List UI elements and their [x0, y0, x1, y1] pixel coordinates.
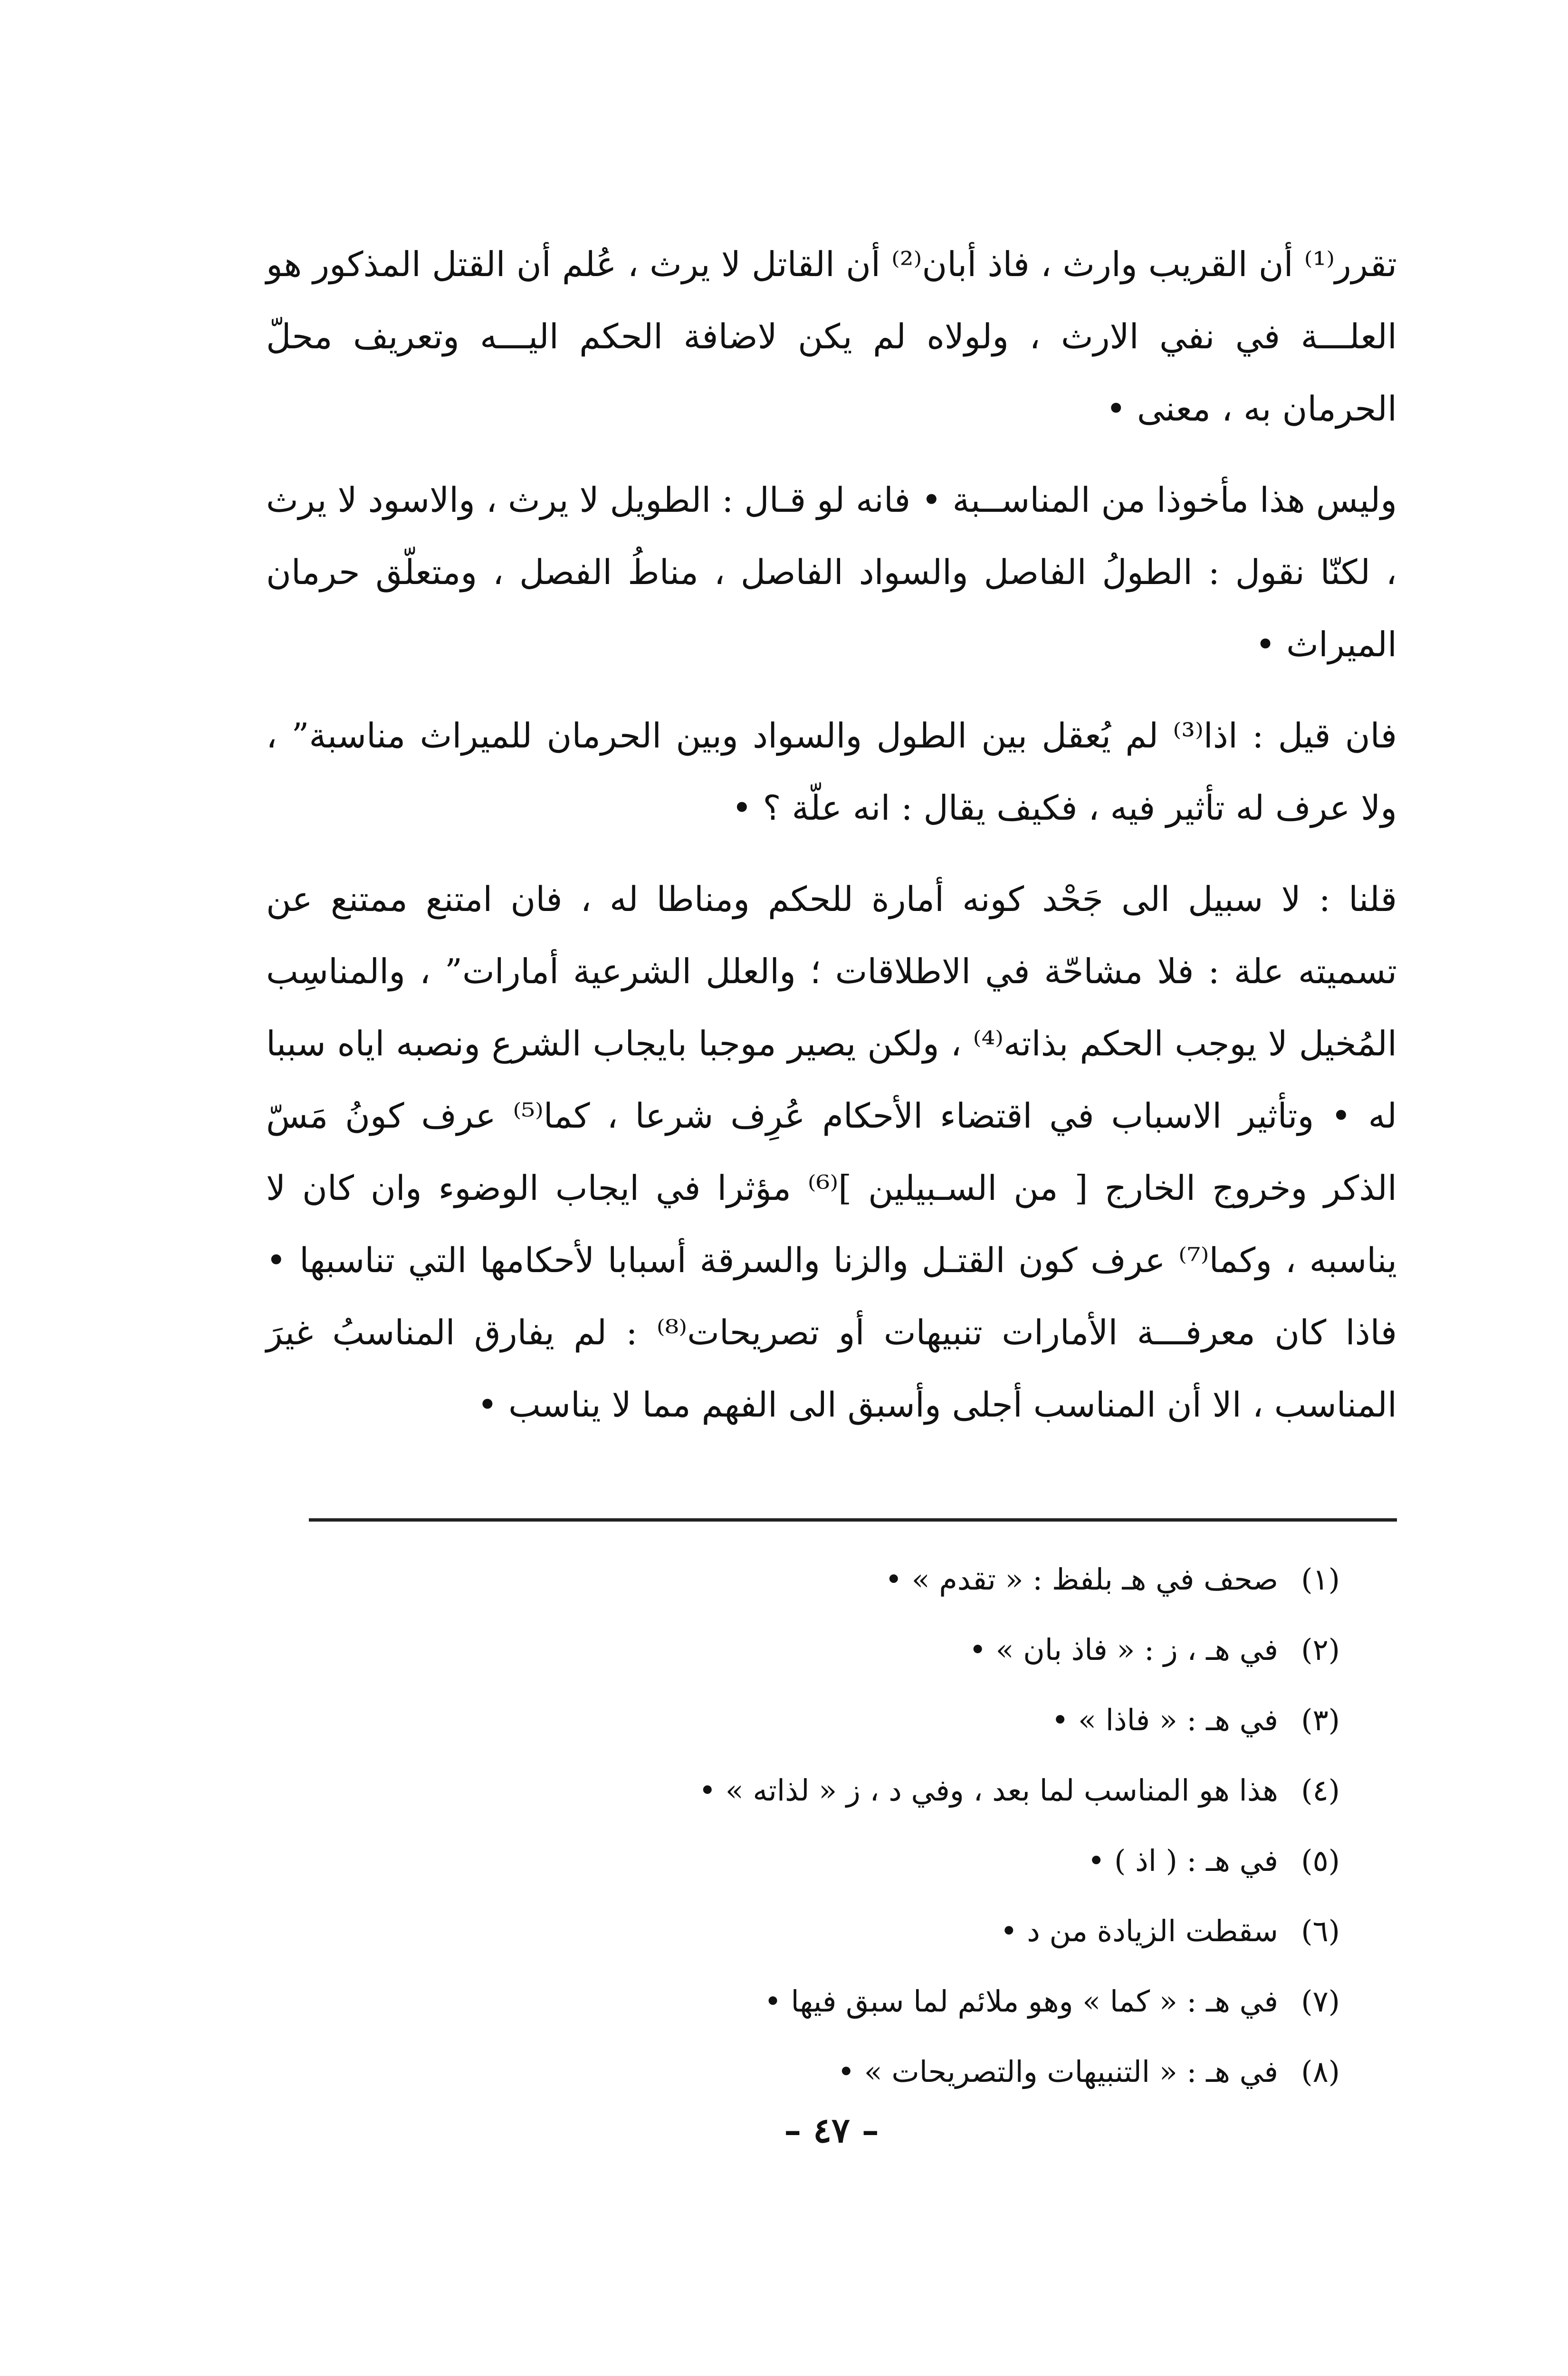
footnote-text: في هـ : ( اذ ) •	[1087, 1843, 1278, 1878]
footnote	[475, 1615, 1340, 1685]
footnote	[475, 1544, 1340, 1615]
paragraph-4: قلنا : لا سبيل الى جَحْد كونه أمارة للحكم ومناطا له ، فان امتنع ممتنع عن تسميته علة : فلا مشاحّة في الاطلاقات ؛ والعلل الشرعية أمارات” ، والمناسِب المُخيل لا يوجب الحكم بذاته⁽⁴⁾ ، ولكن يصير موجبا بايجاب الشرع ونصبه اياه سببا له • وتأثير الاسباب في اقتضاء الأحكام عُرِف شرعا ، كما⁽⁵⁾ عرف كونُ مَسّ الذكر وخروج الخارج [ من السـبيلين ]⁽⁶⁾ مؤثرا في ايجاب الوضوء وان كان لا يناسبه ، وكما⁽⁷⁾ عرف كون القتـل والزنا والسرقة أسبابا لأحكامها التي تناسبها • فاذا كان معرفـــة الأمارات تنبيهات أو تصريحات⁽⁸⁾ : لم يفارق المناسبُ غيرَ المناسب ، الا أن المناسب أجلى وأسبق الى الفهم مما لا يناسب •	[266, 879, 1397, 1425]
paragraph-1: تقرر⁽¹⁾ أن القريب وارث ، فاذ أبان⁽²⁾ أن القاتل لا يرث ، عُلم أن القتل المذكور هو العلـــة في نفي الارث ، ولولاه لم يكن لاضافة الحكم اليـــه وتعريف محلّ الحرمان به ، معنى •	[266, 244, 1397, 429]
footnote-number: (٣)	[1301, 1703, 1340, 1737]
page-number: – ٤٧ –	[784, 2110, 879, 2150]
footnote-text: في هـ ، ز : « فاذ بان » •	[969, 1632, 1278, 1667]
footnote-number: (٤)	[1301, 1773, 1340, 1808]
footnote-number: (٥)	[1301, 1843, 1340, 1878]
footnote-text: في هـ : « فاذا » •	[1051, 1703, 1278, 1737]
footnote	[475, 1685, 1340, 1755]
footnote	[475, 1826, 1340, 1896]
paragraph-2: وليس هذا مأخوذا من المناســبة • فانه لو قـال : الطويل لا يرث ، والاسود لا يرث ، لكنّا نقول : الطولُ الفاصل والسواد الفاصل ، مناطُ الفصل ، ومتعلّق حرمان الميراث •	[266, 480, 1397, 664]
footnote-text: سقطت الزيادة من د •	[1000, 1914, 1278, 1948]
footnote-separator	[309, 1518, 1397, 1522]
main-text	[266, 228, 1397, 1460]
footnote	[475, 1755, 1340, 1826]
footnote-number: (٨)	[1301, 2054, 1340, 2089]
footnote-number: (٧)	[1301, 1984, 1340, 2019]
footnote-number: (٢)	[1301, 1632, 1340, 1667]
footnote	[475, 1966, 1340, 2037]
footnote-text: صحف في هـ بلفظ : « تقدم » •	[885, 1562, 1278, 1597]
footnote-text: هذا هو المناسب لما بعد ، وفي د ، ز « لذاته » •	[698, 1773, 1278, 1808]
footnote	[475, 2037, 1340, 2107]
footnote-text: في هـ : « التنبيهات والتصريحات » •	[837, 2054, 1278, 2089]
footnotes	[475, 1544, 1340, 2107]
footnote-number: (١)	[1301, 1562, 1340, 1597]
footnote-number: (٦)	[1301, 1914, 1340, 1948]
footnote-text: في هـ : « كما » وهو ملائم لما سبق فيها •	[764, 1984, 1278, 2019]
footnote	[475, 1896, 1340, 1966]
paragraph-3: فان قيل : اذا⁽³⁾ لم يُعقل بين الطول والسواد وبين الحرمان للميراث مناسبة” ، ولا عرف له تأثير فيه ، فكيف يقال : انه علّة ؟ •	[266, 716, 1397, 828]
